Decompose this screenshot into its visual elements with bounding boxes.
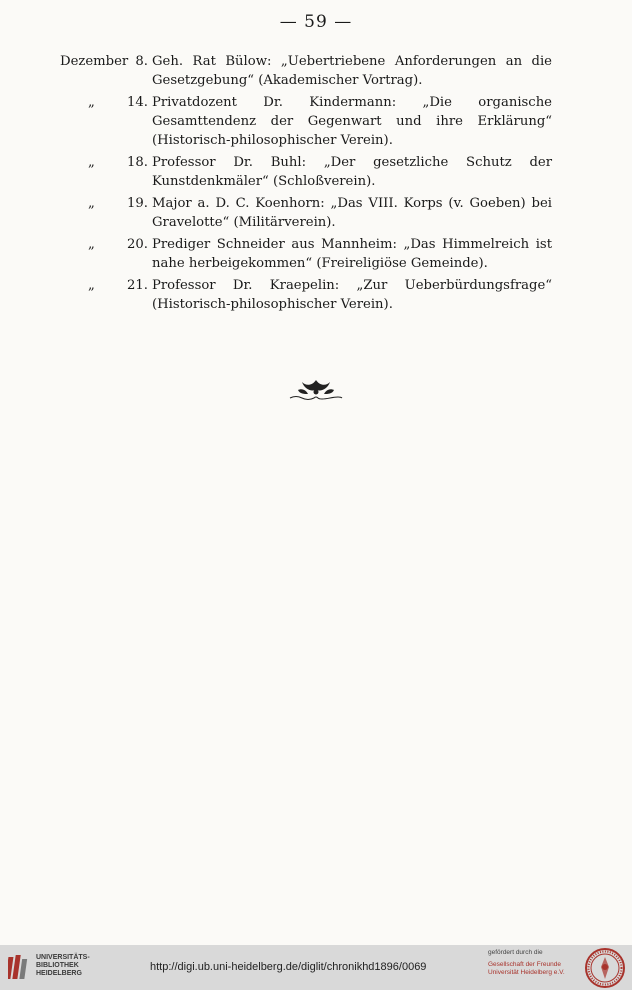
entry-day: 18. [127, 155, 148, 170]
page-number: — 59 — [279, 12, 353, 32]
list-item [0, 52, 632, 90]
entry-ditto: „ [88, 95, 95, 110]
entry-month: Dezember [60, 54, 129, 69]
lecture-list [0, 52, 632, 314]
list-item [0, 153, 632, 191]
library-name-line: HEIDELBERG [36, 970, 82, 977]
funded-by-label: gefördert durch die [488, 949, 543, 956]
list-item [0, 235, 632, 273]
entry-ditto: „ [88, 196, 95, 211]
entry-day: 8. [135, 54, 148, 69]
entry-text: Geh. Rat Bülow: „Uebertriebene Anforderungen an die Gesetzgebung“ (Akademischer Vortrag). [152, 54, 552, 88]
entry-ditto: „ [88, 155, 95, 170]
library-logo-icon [8, 953, 32, 981]
entry-text: Prediger Schneider aus Mannheim: „Das Himmelreich ist nahe herbeigekommen“ (Freireligiöse Gemeinde). [152, 237, 552, 271]
entry-day: 21. [127, 278, 148, 293]
decorative-ornament-icon [284, 376, 348, 406]
university-seal-icon [584, 947, 626, 989]
list-item [0, 93, 632, 150]
footer-bar [0, 945, 632, 990]
library-name-line: UNIVERSITÄTS- [36, 954, 90, 961]
permalink-url[interactable]: http://digi.ub.uni-heidelberg.de/diglit/chronikhd1896/0069 [150, 961, 427, 973]
entry-text: Professor Dr. Buhl: „Der gesetzliche Schutz der Kunstdenkmäler“ (Schloßverein). [152, 155, 552, 189]
list-item [0, 194, 632, 232]
entry-ditto: „ [88, 278, 95, 293]
library-name [36, 954, 90, 978]
entry-day: 20. [127, 237, 148, 252]
entry-text: Privatdozent Dr. Kindermann: „Die organische Gesamttendenz der Gegenwart und ihre Erklärung“ (Historisch-philosophischer Verein). [152, 95, 552, 148]
list-item [0, 276, 632, 314]
society-name-line: Universität Heidelberg e.V. [488, 969, 565, 976]
entry-day: 14. [127, 95, 148, 110]
entry-text: Major a. D. C. Koenhorn: „Das VIII. Korps (v. Goeben) bei Gravelotte“ (Militärverein). [152, 196, 552, 230]
entry-day: 19. [127, 196, 148, 211]
entry-text: Professor Dr. Kraepelin: „Zur Ueberbürdungsfrage“ (Historisch-philosophischer Verein). [152, 278, 552, 312]
society-name [488, 961, 565, 977]
library-name-line: BIBLIOTHEK [36, 962, 79, 969]
society-name-line: Gesellschaft der Freunde [488, 961, 561, 968]
entry-ditto: „ [88, 237, 95, 252]
